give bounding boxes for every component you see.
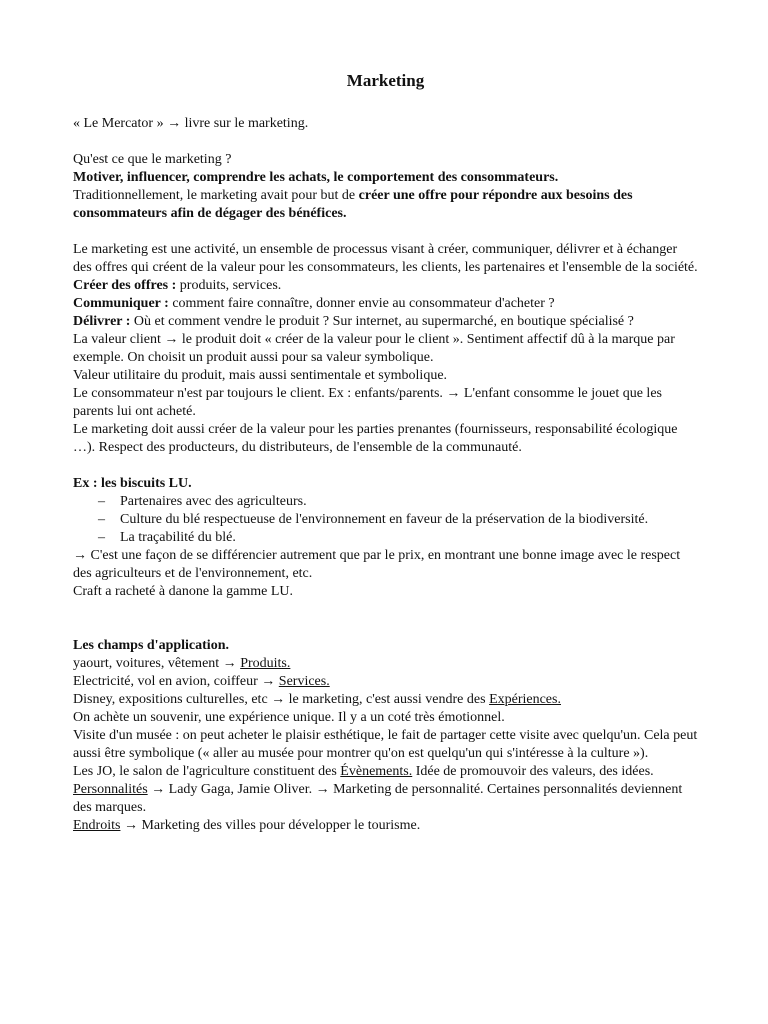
lu-conclusion-paragraph: → C'est une façon de se différencier autrement que par le prix, en montrant une bonne image avec le respect des agriculteurs et de l'environnement, etc. xyxy=(73,548,681,581)
lu-bullet-list xyxy=(73,493,698,547)
champs-heading-text: Les champs d'application. xyxy=(73,638,229,653)
question-line: Qu'est ce que le marketing ? xyxy=(73,152,232,167)
list-item xyxy=(73,493,698,511)
delivrer-text: Où et comment vendre le produit ? Sur internet, au supermarché, en boutique spécialisé ? xyxy=(130,314,634,329)
list-item xyxy=(73,511,698,529)
personnalites-suffix: → Lady Gaga, Jamie Oliver. → Marketing de personnalité. Certaines personnalités deviennent des marques. xyxy=(73,782,683,815)
endroits-term: Endroits xyxy=(73,818,121,833)
parties-prenantes-paragraph: Le marketing doit aussi créer de la valeur pour les parties prenantes (fournisseurs, responsabilité écologique …). Respect des producteurs, du distributeurs, de l'ensemble de la communauté. xyxy=(73,422,678,455)
musee-paragraph: Visite d'un musée : on peut acheter le plaisir esthétique, le fait de partager cette visite avec quelqu'un. Cela peut aussi être symbolique (« aller au musée pour montrer qu'on est quelqu'un qui s'intéresse à la culture »). xyxy=(73,728,698,761)
valeur-utilitaire-line: Valeur utilitaire du produit, mais aussi sentimentale et symbolique. xyxy=(73,368,448,383)
trad-bold-text: créer une offre pour répondre aux besoins des consommateurs afin de dégager des bénéfices. xyxy=(73,188,633,221)
traditionnellement-paragraph xyxy=(73,187,698,223)
valeur-client-paragraph: La valeur client → le produit doit « créer de la valeur pour le client ». Sentiment affectif dû à la marque par exemple. On choisit un produit aussi pour sa valeur symbolique. xyxy=(73,332,675,365)
lu-heading-text: Ex : les biscuits LU. xyxy=(73,476,192,491)
craft-line: Craft a racheté à danone la gamme LU. xyxy=(73,584,294,599)
list-item-text: Culture du blé respectueuse de l'environnement en faveur de la préservation de la biodiversité. xyxy=(120,512,649,527)
creer-label: Créer des offres : xyxy=(73,278,177,293)
personnalites-paragraph xyxy=(73,781,698,817)
produits-prefix: yaourt, voitures, vêtement → xyxy=(73,656,241,671)
trad-plain-text: Traditionnellement, le marketing avait pour but de xyxy=(73,188,359,203)
dash-marker: – xyxy=(98,530,105,545)
experiences-line xyxy=(73,691,698,709)
experiences-term: Expériences. xyxy=(489,692,561,707)
lu-heading xyxy=(73,475,698,493)
produits-term: Produits. xyxy=(240,656,291,671)
list-item xyxy=(73,529,698,547)
communiquer-label: Communiquer : xyxy=(73,296,169,311)
list-item-text: La traçabilité du blé. xyxy=(120,530,236,545)
communiquer-line xyxy=(73,295,698,313)
produits-line xyxy=(73,655,698,673)
consommateur-paragraph: Le consommateur n'est par toujours le client. Ex : enfants/parents. → L'enfant consomme le jouet que les parents lui ont acheté. xyxy=(73,386,662,419)
endroits-suffix: → Marketing des villes pour développer le tourisme. xyxy=(120,818,421,833)
list-item-text: Partenaires avec des agriculteurs. xyxy=(120,494,307,509)
endroits-line xyxy=(73,817,698,835)
dash-marker: – xyxy=(98,494,105,509)
communiquer-text: comment faire connaître, donner envie au consommateur d'acheter ? xyxy=(168,296,555,311)
delivrer-line xyxy=(73,313,698,331)
creer-line xyxy=(73,277,698,295)
souvenir-line: On achète un souvenir, une expérience unique. Il y a un coté très émotionnel. xyxy=(73,710,505,725)
evenements-term: Évènements. xyxy=(340,764,413,779)
document-page xyxy=(73,70,698,835)
experiences-prefix: Disney, expositions culturelles, etc → le marketing, c'est aussi vendre des xyxy=(73,692,490,707)
motiver-text: Motiver, influencer, comprendre les achats, le comportement des consommateurs. xyxy=(73,170,559,185)
page-title: Marketing xyxy=(346,71,425,90)
motiver-line xyxy=(73,169,698,187)
services-prefix: Electricité, vol en avion, coiffeur → xyxy=(73,674,279,689)
champs-heading xyxy=(73,637,698,655)
services-line xyxy=(73,673,698,691)
personnalites-term: Personnalités xyxy=(73,782,148,797)
mercator-line: « Le Mercator » → livre sur le marketing. xyxy=(73,116,309,131)
evenements-paragraph xyxy=(73,763,698,781)
delivrer-label: Délivrer : xyxy=(73,314,131,329)
evenements-suffix: Idée de promouvoir des valeurs, des idées. xyxy=(412,764,654,779)
definition-paragraph: Le marketing est une activité, un ensemble de processus visant à créer, communiquer, délivrer et à échanger des offres qui créent de la valeur pour les consommateurs, les clients, les partenaires et l'ensemble de la société. xyxy=(73,242,698,275)
dash-marker: – xyxy=(98,512,105,527)
services-term: Services. xyxy=(278,674,330,689)
creer-text: produits, services. xyxy=(176,278,282,293)
evenements-prefix: Les JO, le salon de l'agriculture constituent des xyxy=(73,764,341,779)
